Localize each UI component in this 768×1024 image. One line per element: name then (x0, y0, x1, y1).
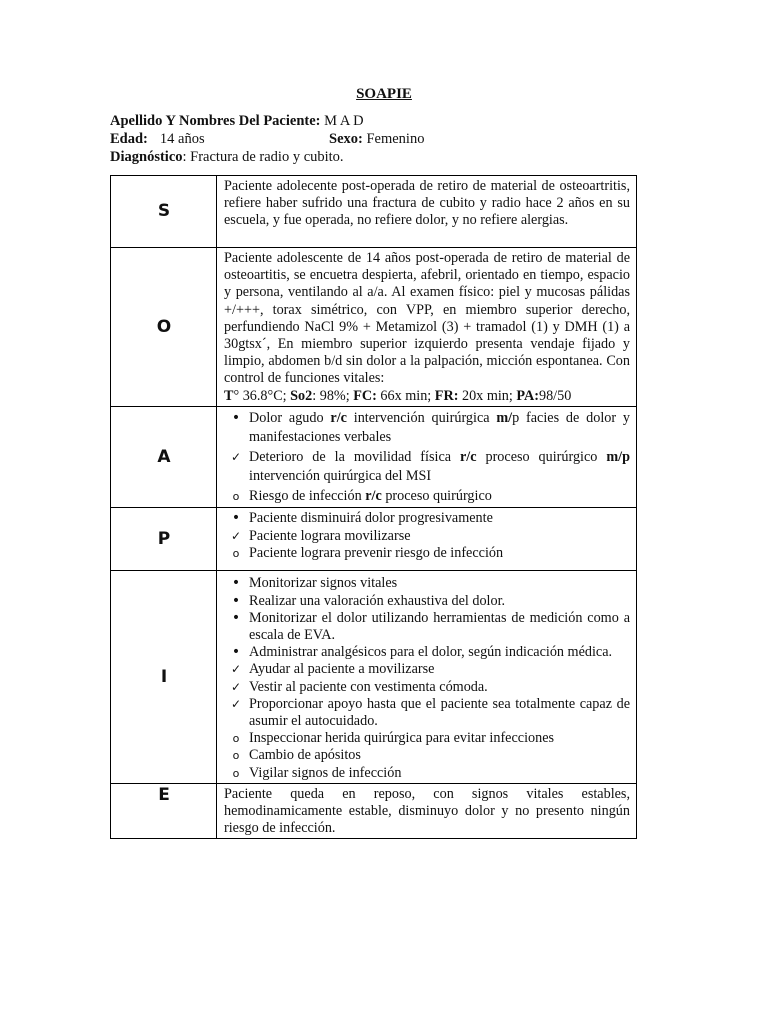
bullet-icon: • (231, 510, 241, 527)
patient-sex (329, 130, 424, 148)
circle-bullet-icon: o (232, 766, 240, 780)
checkmark-icon: ✓ (230, 679, 242, 694)
section-i-row (111, 571, 637, 783)
document-title: SOAPIE (356, 86, 412, 102)
checkmark-icon: ✓ (230, 662, 242, 677)
bullet-icon: • (231, 609, 241, 626)
section-e-letter: E (111, 783, 217, 839)
section-e-text: Paciente queda en reposo, con signos vitales estables, hemodinamicamente estable, disminuyo dolor y no presento ningún riesgo de infección. (224, 785, 630, 837)
vital-so2-value: : 98%; (312, 387, 350, 404)
section-i-letter: I (111, 571, 217, 783)
vital-t-value: ° 36.8°C; (233, 387, 287, 404)
patient-diagnosis-value: : Fractura de radio y cubito. (182, 149, 344, 165)
list-item: o Inspeccionar herida quirúrgica para evitar infecciones (224, 730, 630, 747)
checkmark-icon: ✓ (230, 449, 242, 464)
list-item: ✓ Ayudar al paciente a movilizarse (230, 661, 435, 678)
section-s-letter: S (111, 176, 217, 248)
patient-age-label: Edad: (110, 131, 148, 147)
section-a-letter: A (111, 406, 217, 508)
planning-list (224, 510, 630, 562)
section-a-content (217, 406, 637, 508)
patient-name-line (110, 112, 364, 130)
vital-pa-label: PA: (516, 387, 539, 404)
section-a-row (111, 406, 637, 508)
list-item: ✓ Proporcionar apoyo hasta que el paciente sea totalmente capaz de asumir el autocuidado. (230, 695, 630, 729)
list-item: • Paciente disminuirá dolor progresivamente (224, 510, 630, 527)
intervention-list (224, 575, 630, 781)
checkmark-icon: ✓ (230, 528, 242, 543)
section-o-letter: O (111, 248, 217, 407)
list-item: • Administrar analgésicos para el dolor, según indicación médica. (224, 644, 630, 661)
checkmark-icon: ✓ (230, 696, 242, 711)
patient-sex-value: Femenino (366, 131, 425, 147)
soapie-table (110, 175, 637, 839)
patient-sex-label: Sexo: (329, 131, 363, 147)
patient-age-sex-line (110, 130, 510, 148)
patient-diagnosis-label: Diagnóstico (110, 149, 183, 165)
bullet-icon: • (231, 644, 241, 661)
circle-bullet-icon: o (232, 546, 240, 560)
vital-t-label: T (224, 387, 234, 404)
circle-bullet-icon: o (232, 489, 240, 503)
bullet-icon: • (231, 409, 241, 426)
patient-name-label: Apellido Y Nombres Del Paciente: (110, 113, 321, 129)
patient-age-value: 14 años (159, 131, 205, 147)
section-o-row (111, 248, 637, 407)
vital-fc-label: FC: (353, 387, 377, 404)
vital-pa-value: 98/50 (538, 387, 572, 404)
assessment-list (224, 409, 630, 507)
list-item: ✓ Paciente lograra movilizarse (230, 527, 411, 544)
vital-signs (224, 388, 630, 405)
list-item: • Monitorizar el dolor utilizando herramientas de medición como a escala de EVA. (224, 610, 630, 644)
list-item: • Realizar una valoración exhaustiva del dolor. (224, 593, 630, 610)
vital-fr-label: FR: (434, 387, 459, 404)
list-item: o Riesgo de infección r/c proceso quirúrgico (224, 487, 630, 507)
section-o-content (217, 248, 637, 407)
circle-bullet-icon: o (232, 749, 240, 763)
section-s-content (217, 176, 637, 248)
section-s-row (111, 176, 637, 248)
list-item: • Dolor agudo r/c intervención quirúrgica m/p facies de dolor y manifestaciones verbales (224, 409, 630, 448)
vital-fc-value: 66x min; (380, 387, 432, 404)
section-e-content (217, 783, 637, 839)
section-p-row (111, 508, 637, 571)
list-item: • Monitorizar signos vitales (224, 575, 630, 592)
section-e-row (111, 783, 637, 839)
vital-fr-value: 20x min; (461, 387, 513, 404)
bullet-icon: • (231, 575, 241, 592)
list-item: ✓ Vestir al paciente con vestimenta cómoda. (230, 678, 488, 695)
section-p-letter: P (111, 508, 217, 571)
section-s-text: Paciente adolecente post-operada de retiro de material de osteoartritis, refiere haber sufrido una fractura de cubito y radio hace 2 años en su escuela, y fue operada, no refiere dolor, y no refiere alergias. (224, 178, 630, 229)
patient-name-value: M A D (324, 113, 364, 129)
section-i-content (217, 571, 637, 783)
list-item: o Paciente lograra prevenir riesgo de infección (224, 545, 630, 562)
bullet-icon: • (231, 592, 241, 609)
list-item: o Cambio de apósitos (224, 747, 630, 764)
section-p-content (217, 508, 637, 571)
list-item: ✓ Deterioro de la movilidad física r/c proceso quirúrgico m/p intervención quirúrgica del MSI (230, 448, 630, 485)
list-item: o Vigilar signos de infección (224, 765, 630, 782)
section-o-text: Paciente adolescente de 14 años post-operada de retiro de material de osteoartitis, se encuetra despierta, afebril, orientado en tiempo, espacio y persona, ventilando al a/a. Al examen físico: piel y mucosas pálidas +/+++, torax simétrico, con VPP, en miembro superior derecho, perfundiendo NaCl 9% + Metamizol (3) + tramadol (1) y DMH (1) a 30gtsx´, En miembro superior izquierdo presenta vendaje fijado y limpio, abdomen b/d sin dolor a la palpación, micción espontanea. Con control de funciones vitales: (224, 250, 630, 387)
circle-bullet-icon: o (232, 732, 240, 746)
patient-diagnosis-line (110, 148, 344, 166)
vital-so2-label: So2 (290, 387, 313, 404)
